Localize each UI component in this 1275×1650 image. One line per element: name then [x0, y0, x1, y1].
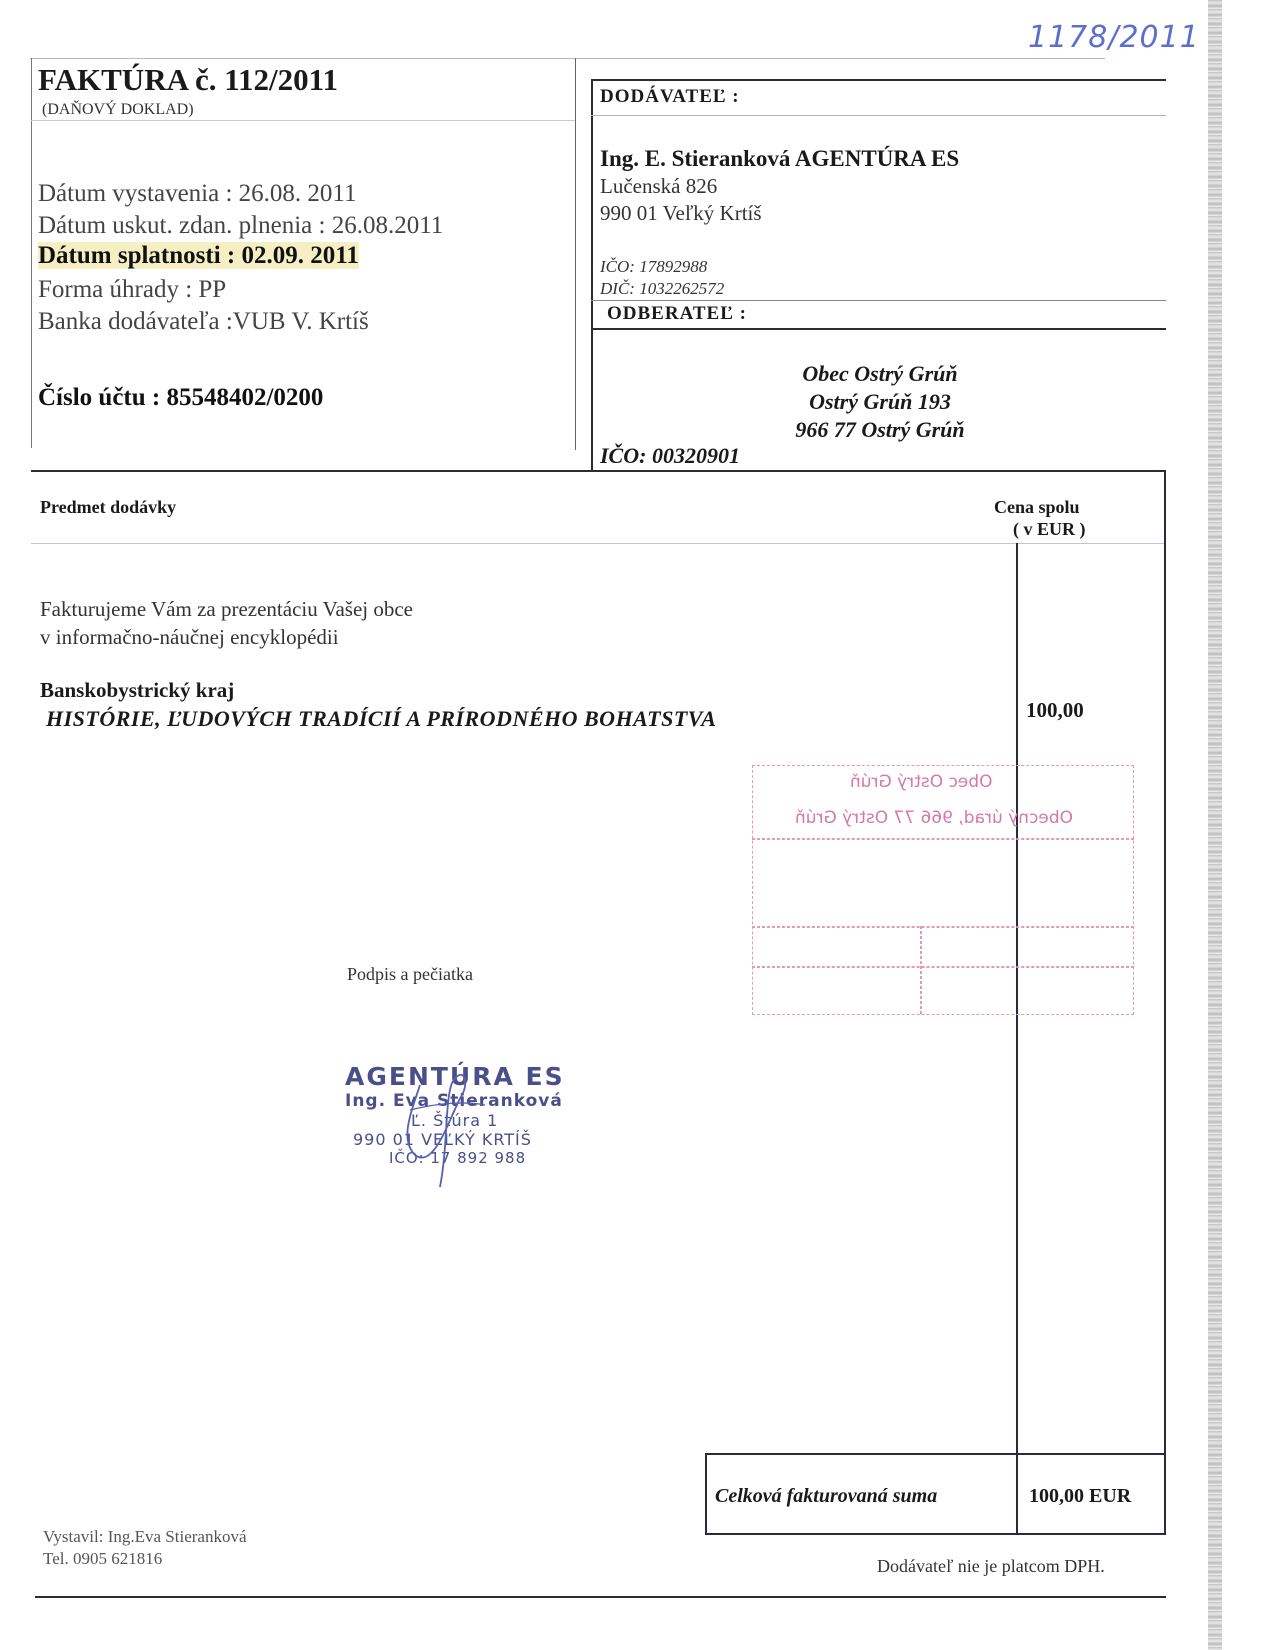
header-divider-vertical [575, 58, 576, 450]
table-header-underline [31, 543, 1166, 544]
supplier-ico: IČO: 17892988 [600, 257, 708, 276]
vat-note: Dodávateľ nie je platcom DPH. [877, 1556, 1105, 1576]
bottom-border [35, 1596, 1166, 1598]
total-box-bottom [705, 1533, 1166, 1535]
invoice-subtitle: (DAŇOVÝ DOKLAD) [42, 101, 194, 118]
supply-date: Dátum uskut. zdan. plnenia : 26.08.2011 [38, 212, 444, 239]
handwritten-signature [390, 1055, 500, 1195]
received-stamp-col [920, 926, 922, 1014]
customer-box-top [591, 328, 1166, 330]
received-stamp-row2 [752, 926, 1134, 928]
stamp-ico: IČO: 17 892 988 [389, 1149, 527, 1167]
issued-by: Vystavil: Ing.Eva Stieranková [43, 1527, 247, 1546]
price-column-unit: ( v EUR ) [1013, 519, 1086, 539]
left-border [31, 58, 32, 448]
total-box-top [705, 1453, 1166, 1455]
table-top-border [31, 470, 1166, 472]
signature-label: Podpis a pečiatka [347, 964, 473, 984]
supplier-city: 990 01 Veľký Krtíš [600, 201, 762, 225]
item-price: 100,00 [1026, 698, 1084, 722]
supplier-box-left [591, 79, 593, 471]
received-stamp-row1 [752, 838, 1134, 840]
supplier-heading: DODÁVATEĽ : [600, 86, 740, 107]
received-stamp-frame [752, 765, 1134, 1015]
scan-edge [1208, 0, 1222, 1650]
invoice-title: FAKTÚRA č. 112/2011 [38, 62, 338, 97]
due-date-text: Dátum splatnosti : 02.09. 2011 [38, 242, 359, 269]
top-border [30, 58, 1105, 59]
title-underline [31, 120, 575, 121]
supplier-box-bottom [591, 300, 1166, 301]
stamp-street: Ľ. Štúra 1 [411, 1111, 499, 1130]
item-region: Banskobystrický kraj [40, 678, 235, 702]
handwritten-reference-note: 1178/2011 [1028, 20, 1200, 55]
payment-form: Forma úhrady : PP [38, 276, 227, 303]
issuer-phone: Tel. 0905 621816 [43, 1549, 163, 1568]
supplier-name: Ing. E. Stieranková AGENTÚRA ES [600, 146, 960, 171]
received-stamp-line2: Obecný úrad, 966 77 Ostrý Grúň [795, 808, 1073, 828]
supplier-head-underline [591, 115, 1166, 116]
price-column-divider [1016, 543, 1018, 1535]
total-label: Celková fakturovaná suma [715, 1485, 938, 1507]
customer-street: Ostrý Grúň 193 [809, 389, 951, 414]
subject-column-header: Predmet dodávky [40, 497, 177, 517]
stamp-city: 990 01 VEĽKÝ KRTÍŠ [353, 1130, 532, 1149]
total-value: 100,00 EUR [1029, 1485, 1132, 1507]
customer-city: 966 77 Ostrý Grúň [795, 417, 965, 442]
customer-ico: IČO: 00320901 [600, 443, 740, 468]
total-box-left [705, 1453, 707, 1534]
supplier-dic: DIČ: 1032262572 [600, 279, 725, 298]
item-publication-title: HISTÓRIE, ĽUDOVÝCH TRADÍCIÍ A PRÍRODNÉHO BOHATSTVA [46, 706, 717, 731]
supplier-box-top [591, 79, 1166, 81]
due-date [38, 242, 359, 270]
customer-heading: ODBERATEĽ : [607, 303, 747, 324]
stamp-company-name: AGENTÚRA ES [345, 1062, 565, 1091]
received-stamp-row3 [752, 966, 1134, 968]
supplier-bank: Banka dodávateľa :VUB V. Krtíš [38, 308, 369, 335]
account-number: Číslo účtu : 85548402/0200 [38, 384, 324, 411]
price-column-header: Cena spolu [994, 497, 1080, 517]
customer-name: Obec Ostrý Grúň [802, 361, 958, 386]
table-right-border [1164, 470, 1166, 1535]
issue-date: Dátum vystavenia : 26.08. 2011 [38, 180, 357, 207]
supplier-street: Lučenská 826 [600, 174, 718, 198]
item-description-line1: Fakturujeme Vám za prezentáciu Vašej obce [40, 597, 413, 621]
stamp-owner-name: Ing. Eva Stieranková [345, 1091, 563, 1111]
item-description-line2: v informačno-náučnej encyklopédii [40, 625, 339, 649]
received-stamp-line1: Obec Ostrý Grúň [850, 772, 993, 792]
